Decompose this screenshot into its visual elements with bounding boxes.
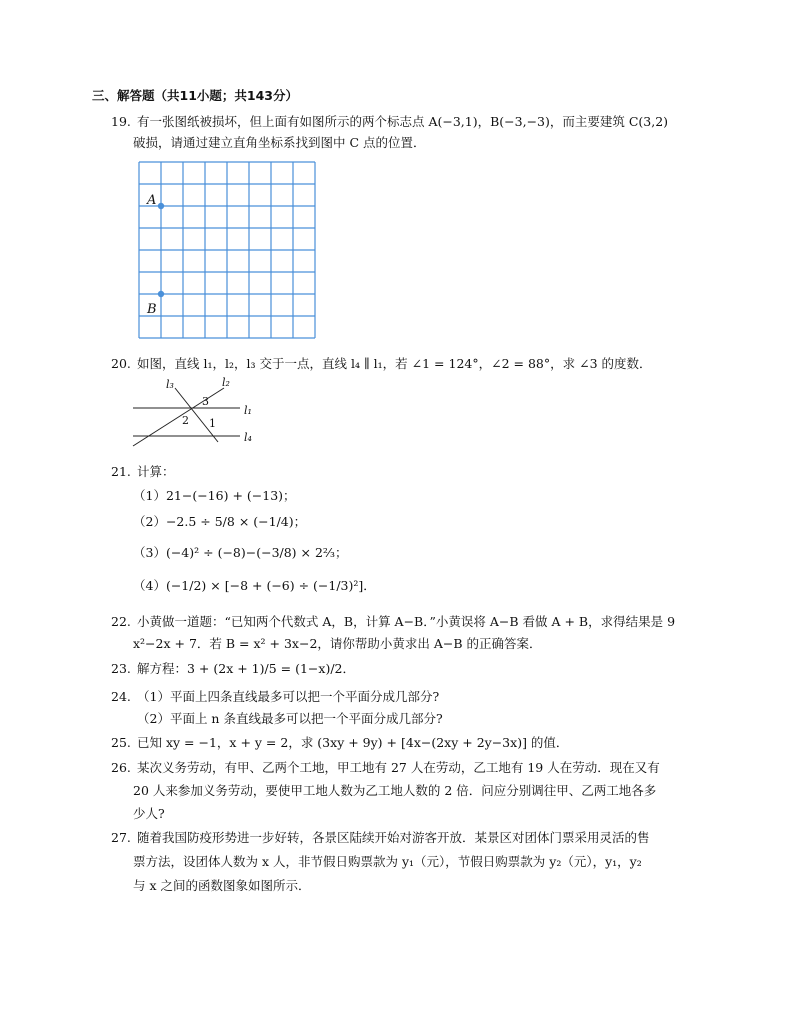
angle-2-label: 2 xyxy=(182,414,189,427)
q27-text-line3: 与 x 之间的函数图象如图所示． xyxy=(133,878,311,893)
q21-item-1: （1）21−(−16) + (−13)； xyxy=(133,488,296,503)
q27-text-line1: 随着我国防疫形势进一步好转，各景区陆续开始对游客开放．某景区对团体门票采用灵活的售 xyxy=(137,830,650,845)
q25-line xyxy=(111,735,568,751)
q27-line1 xyxy=(111,830,650,846)
q21-line xyxy=(111,464,175,480)
q19-text-line1: 有一张图纸被损坏，但上面有如图所示的两个标志点 A(−3,1)，B(−3,−3)，而主要建筑 C(3,2) xyxy=(137,114,669,129)
q19-number: 19. xyxy=(111,114,131,129)
q26-text-line3: 少人? xyxy=(133,806,165,821)
q25-text: 已知 xy = −1，x + y = 2，求 (3xy + 9y) + [4x−(2xy + 2y−3x)] 的值． xyxy=(137,735,569,750)
point-b-marker xyxy=(158,291,164,297)
point-a-marker xyxy=(158,203,164,209)
q23-line xyxy=(111,661,355,677)
label-l2: l₂ xyxy=(222,376,230,389)
q27-number: 27. xyxy=(111,830,131,845)
label-l3: l₃ xyxy=(166,378,174,391)
q22-line1 xyxy=(111,614,675,630)
q19-line1 xyxy=(111,114,668,130)
q26-line1 xyxy=(111,760,660,776)
q26-text-line2: 20 人来参加义务劳动，要使甲工地人数为乙工地人数的 2 倍．问应分别调往甲、乙两工地各多 xyxy=(133,783,657,798)
q26-text-line1: 某次义务劳动，有甲、乙两个工地，甲工地有 27 人在劳动，乙工地有 19 人在劳动．现在又有 xyxy=(137,760,660,775)
q23-text: 解方程：3 + (2x + 1)/5 = (1−x)/2． xyxy=(137,661,355,676)
q20-line xyxy=(111,356,652,372)
grid-lines xyxy=(139,162,315,338)
q25-number: 25. xyxy=(111,735,131,750)
angle-3-label: 3 xyxy=(202,395,209,408)
q19-text-line2: 破损，请通过建立直角坐标系找到图中 C 点的位置． xyxy=(133,135,426,150)
q24-text-line1: （1）平面上四条直线最多可以把一个平面分成几部分? xyxy=(137,689,440,704)
q20-lines-figure xyxy=(128,374,263,449)
q22-number: 22. xyxy=(111,614,131,629)
q26-number: 26. xyxy=(111,760,131,775)
q24-number: 24. xyxy=(111,689,131,704)
label-l4: l₄ xyxy=(244,431,252,444)
q22-text-line1: 小黄做一道题：“已知两个代数式 A，B，计算 A−B．”小黄误将 A−B 看做 A + B，求得结果是 9 xyxy=(137,614,676,629)
q21-item-3: （3）(−4)² ÷ (−8)−(−3/8) × 2⅔； xyxy=(133,545,348,560)
q19-grid-figure xyxy=(136,162,318,342)
q24-text-line2: （2）平面上 n 条直线最多可以把一个平面分成几部分? xyxy=(137,711,443,726)
section-title: 三、解答题（共11小题；共143分） xyxy=(92,88,298,103)
q27-text-line2: 票方法，设团体人数为 x 人，非节假日购票款为 y₁（元），节假日购票款为 y₂（元），y₁，y₂ xyxy=(133,854,642,869)
label-l1: l₁ xyxy=(244,404,252,417)
q22-text-line2: x²−2x + 7．若 B = x² + 3x−2，请你帮助小黄求出 A−B 的正确答案． xyxy=(133,636,542,651)
q21-number: 21. xyxy=(111,464,131,479)
q21-title: 计算： xyxy=(137,464,175,479)
q20-text: 如图，直线 l₁，l₂，l₃ 交于一点，直线 l₄ ∥ l₁，若 ∠1 = 124°，∠2 = 88°，求 ∠3 的度数． xyxy=(137,356,652,371)
angle-1-label: 1 xyxy=(209,417,216,430)
q21-item-4: （4）(−1/2) × [−8 + (−6) ÷ (−1/3)²]． xyxy=(133,578,376,593)
point-b-label: B xyxy=(147,302,157,317)
q23-number: 23. xyxy=(111,661,131,676)
point-a-label: A xyxy=(147,193,157,208)
q21-item-2: （2）−2.5 ÷ 5/8 × (−1/4)； xyxy=(133,514,307,529)
q24-line1 xyxy=(111,689,439,705)
q20-number: 20. xyxy=(111,356,131,371)
